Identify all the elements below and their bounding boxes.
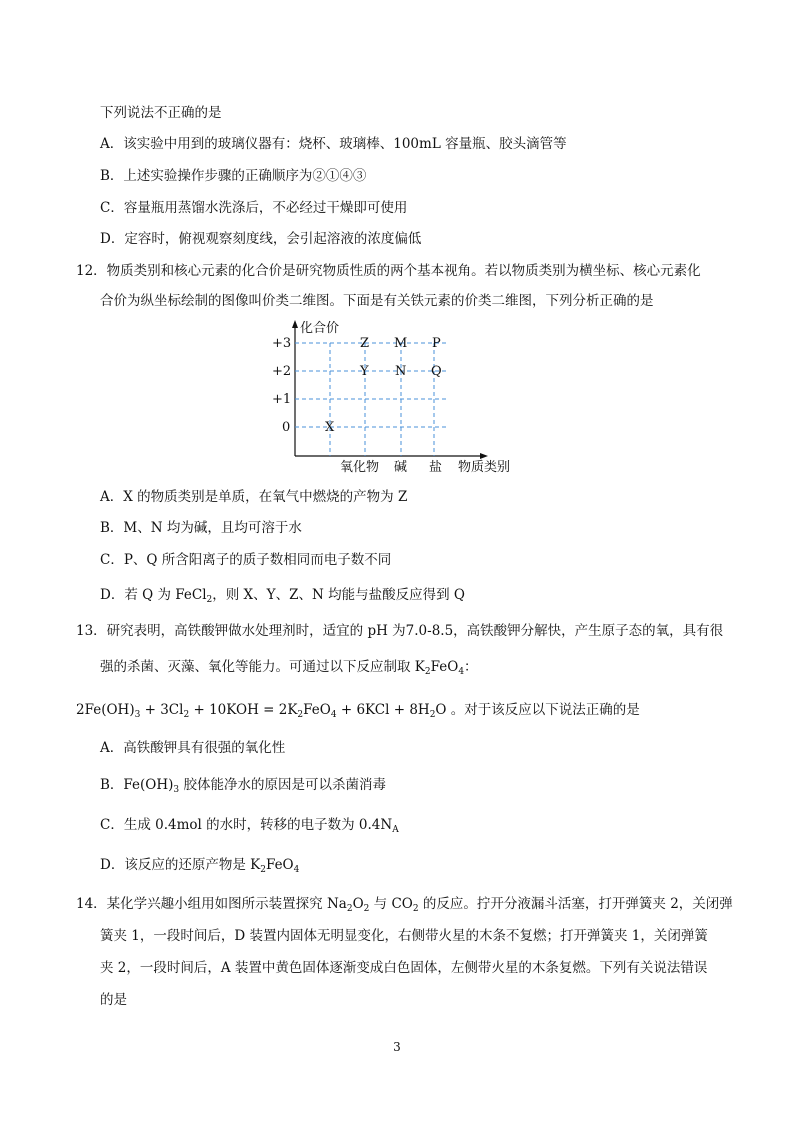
q11-option-a: A．该实验中用到的玻璃仪器有：烧杯、玻璃棒、100mL 容量瓶、胶头滴管等: [100, 136, 567, 152]
x-category-label: 碱: [394, 460, 408, 475]
x-axis-title: 物质类别: [458, 460, 511, 475]
q13-stem-line2: 强的杀菌、灭藻、氧化等能力。可通过以下反应制取 $K_2FeO_4$：: [100, 659, 478, 677]
point-label-q: Q: [431, 364, 442, 379]
y-tick-label: 0: [282, 420, 291, 435]
grid-horizontal: [295, 343, 448, 427]
q13-option-d: D．该反应的还原产物是 $K_2FeO_4$: [100, 857, 300, 875]
page-number: 3: [393, 1040, 401, 1054]
x-axis-arrow: [480, 453, 488, 459]
y-tick-label: +1: [272, 392, 292, 407]
q13-stem-line1: 13．研究表明，高铁酸钾做水处理剂时，适宜的 pH 为7.0-8.5，高铁酸钾分解快，产生原子态的氧，具有很: [76, 623, 724, 639]
q11-option-b: B．上述实验操作步骤的正确顺序为②①④③: [100, 168, 367, 184]
point-label-z: Z: [360, 336, 370, 351]
point-label-x: X: [325, 420, 335, 435]
q14-stem-line3: 夹 2，一段时间后，A 装置中黄色固体逐渐变成白色固体，左侧带火星的木条复燃。下列有关说法错误: [100, 960, 708, 976]
y-axis-arrow: [292, 320, 298, 328]
point-label-n: N: [395, 364, 407, 379]
y-tick-label: +2: [272, 364, 292, 379]
y-axis-title: 化合价: [300, 321, 340, 336]
q14-stem-line4: 的是: [100, 992, 127, 1008]
q12-option-c: C．P、Q 所含阳离子的质子数相同而电子数不同: [100, 552, 392, 568]
q12-option-b: B．M、N 均为碱，且均可溶于水: [100, 520, 302, 536]
q12-stem-line1: 12．物质类别和核心元素的化合价是研究物质性质的两个基本视角。若以物质类别为横坐标、核心元素化: [76, 263, 701, 279]
q12-option-d: D．若 Q 为 FeCl$_2$，则 X、Y、Z、N 均能与盐酸反应得到 Q: [100, 587, 465, 605]
valence-category-diagram: [270, 318, 550, 478]
q14-stem-line1: 14．某化学兴趣小组用如图所示装置探究 $Na_2O_2$ 与 $CO_2$ 的反应。拧开分液漏斗活塞，打开弹簧夹 2，关闭弹: [76, 896, 733, 914]
q13-option-c: C．生成 0.4mol 的水时，转移的电子数为 $0.4N_A$: [100, 817, 399, 835]
q11-option-d: D．定容时，俯视观察刻度线，会引起溶液的浓度偏低: [100, 231, 422, 247]
x-category-label: 盐: [429, 460, 443, 475]
q12-option-a: A．X 的物质类别是单质，在氧气中燃烧的产物为 Z: [100, 489, 408, 505]
q12-stem-line2: 合价为纵坐标绘制的图像叫价类二维图。下面是有关铁元素的价类二维图，下列分析正确的是: [100, 293, 654, 309]
q11-option-c: C．容量瓶用蒸馏水洗涤后，不必经过干燥即可使用: [100, 200, 408, 216]
q13-equation: $2Fe(OH)_3 + 3Cl_2 + 10KOH = 2K_2FeO_4 + 6KCl + 8H_2O$ 。对于该反应以下说法正确的是: [76, 702, 640, 720]
q13-option-b: B．$Fe(OH)_3$ 胶体能净水的原因是可以杀菌消毒: [100, 777, 386, 795]
q11-stem: 下列说法不正确的是: [100, 105, 222, 121]
point-label-m: M: [394, 336, 408, 351]
q14-stem-line2: 簧夹 1，一段时间后，D 装置内固体无明显变化，右侧带火星的木条不复燃；打开弹簧夹 1，关闭弹簧: [100, 928, 708, 944]
x-category-label: 氧化物: [340, 460, 380, 475]
y-tick-label: +3: [272, 336, 292, 351]
q13-option-a: A．高铁酸钾具有很强的氧化性: [100, 740, 286, 756]
point-label-y: Y: [360, 364, 369, 379]
point-label-p: P: [432, 336, 441, 351]
